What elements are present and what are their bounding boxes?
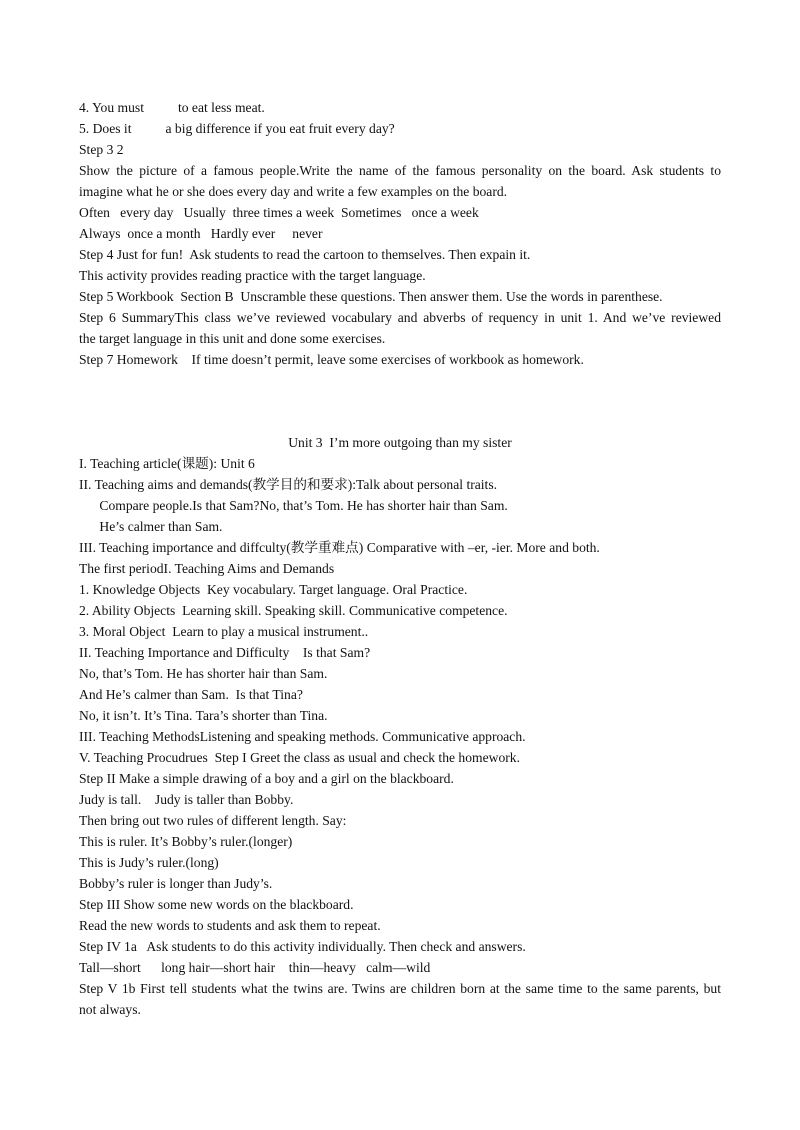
example-sentence-2: This is ruler. It’s Bobby’s ruler.(longer) bbox=[79, 834, 293, 849]
example-sentence-3: This is Judy’s ruler.(long) bbox=[79, 855, 219, 870]
opposites-list: Tall—short long hair—short hair thin—heavy calm—wild bbox=[79, 960, 431, 975]
exercise-item-4: 4. You must to eat less meat. bbox=[79, 100, 265, 115]
ability-objects: 2. Ability Objects Learning skill. Speaking skill. Communicative competence. bbox=[79, 603, 508, 618]
unit-title: Unit 3 I’m more outgoing than my sister bbox=[288, 435, 512, 450]
step-3-text-line-1: Show the picture of a famous people.Write the name of the famous personality on the board. Ask students to bbox=[79, 163, 721, 178]
step-v-text-line-1: Step V 1b First tell students what the twins are. Twins are children born at the same time to the same parents, but bbox=[79, 981, 721, 996]
frequency-words-line-1: Often every day Usually three times a week Sometimes once a week bbox=[79, 205, 479, 220]
importance-difficulty: II. Teaching Importance and Difficulty Is that Sam? bbox=[79, 645, 371, 660]
dialogue-line-2: And He’s calmer than Sam. Is that Tina? bbox=[79, 687, 303, 702]
teaching-aims-line-2: Compare people.Is that Sam?No, that’s Tom. He has shorter hair than Sam. bbox=[79, 498, 508, 513]
step-v-text-line-2: not always. bbox=[79, 1002, 141, 1017]
step-iv-text: Step IV 1a Ask students to do this activity individually. Then check and answers. bbox=[79, 939, 526, 954]
example-sentence-1: Judy is tall. Judy is taller than Bobby. bbox=[79, 792, 294, 807]
moral-object: 3. Moral Object Learn to play a musical instrument.. bbox=[79, 624, 369, 639]
knowledge-objects: 1. Knowledge Objects Key vocabulary. Target language. Oral Practice. bbox=[79, 582, 468, 597]
step-iii-text: Step III Show some new words on the blackboard. bbox=[79, 897, 354, 912]
example-sentence-4: Bobby’s ruler is longer than Judy’s. bbox=[79, 876, 273, 891]
step-4-note: This activity provides reading practice with the target language. bbox=[79, 268, 426, 283]
step-7-text: Step 7 Homework If time doesn’t permit, leave some exercises of workbook as homework. bbox=[79, 352, 584, 367]
frequency-words-line-2: Always once a month Hardly ever never bbox=[79, 226, 323, 241]
teaching-aims: II. Teaching aims and demands(教学目的和要求):Talk about personal traits. bbox=[79, 477, 498, 492]
teaching-aims-line-3: He’s calmer than Sam. bbox=[79, 519, 223, 534]
step-6-text-line-1: Step 6 SummaryThis class we’ve reviewed vocabulary and abverbs of requency in unit 1. And we’ve reviewed bbox=[79, 310, 721, 325]
step-3-text-line-2: imagine what he or she does every day and write a few examples on the board. bbox=[79, 184, 508, 199]
step-4-text: Step 4 Just for fun! Ask students to read the cartoon to themselves. Then expain it. bbox=[79, 247, 531, 262]
step-3-heading: Step 3 2 bbox=[79, 142, 124, 157]
teaching-article: I. Teaching article(课题): Unit 6 bbox=[79, 456, 255, 471]
exercise-item-5: 5. Does it a big difference if you eat fruit every day? bbox=[79, 121, 395, 136]
step-5-text: Step 5 Workbook Section B Unscramble these questions. Then answer them. Use the words in parenthese. bbox=[79, 289, 663, 304]
step-ii-text: Step II Make a simple drawing of a boy and a girl on the blackboard. bbox=[79, 771, 454, 786]
first-period-heading: The first periodI. Teaching Aims and Demands bbox=[79, 561, 335, 576]
teaching-importance: III. Teaching importance and diffculty(教学重难点) Comparative with –er, -ier. More and both. bbox=[79, 540, 600, 555]
teaching-procedures: V. Teaching Procudrues Step I Greet the class as usual and check the homework. bbox=[79, 750, 520, 765]
dialogue-line-3: No, it isn’t. It’s Tina. Tara’s shorter than Tina. bbox=[79, 708, 328, 723]
step-6-text-line-2: the target language in this unit and done some exercises. bbox=[79, 331, 386, 346]
dialogue-line-1: No, that’s Tom. He has shorter hair than Sam. bbox=[79, 666, 328, 681]
rules-instruction: Then bring out two rules of different length. Say: bbox=[79, 813, 347, 828]
teaching-methods: III. Teaching MethodsListening and speaking methods. Communicative approach. bbox=[79, 729, 526, 744]
step-iii-note: Read the new words to students and ask them to repeat. bbox=[79, 918, 381, 933]
